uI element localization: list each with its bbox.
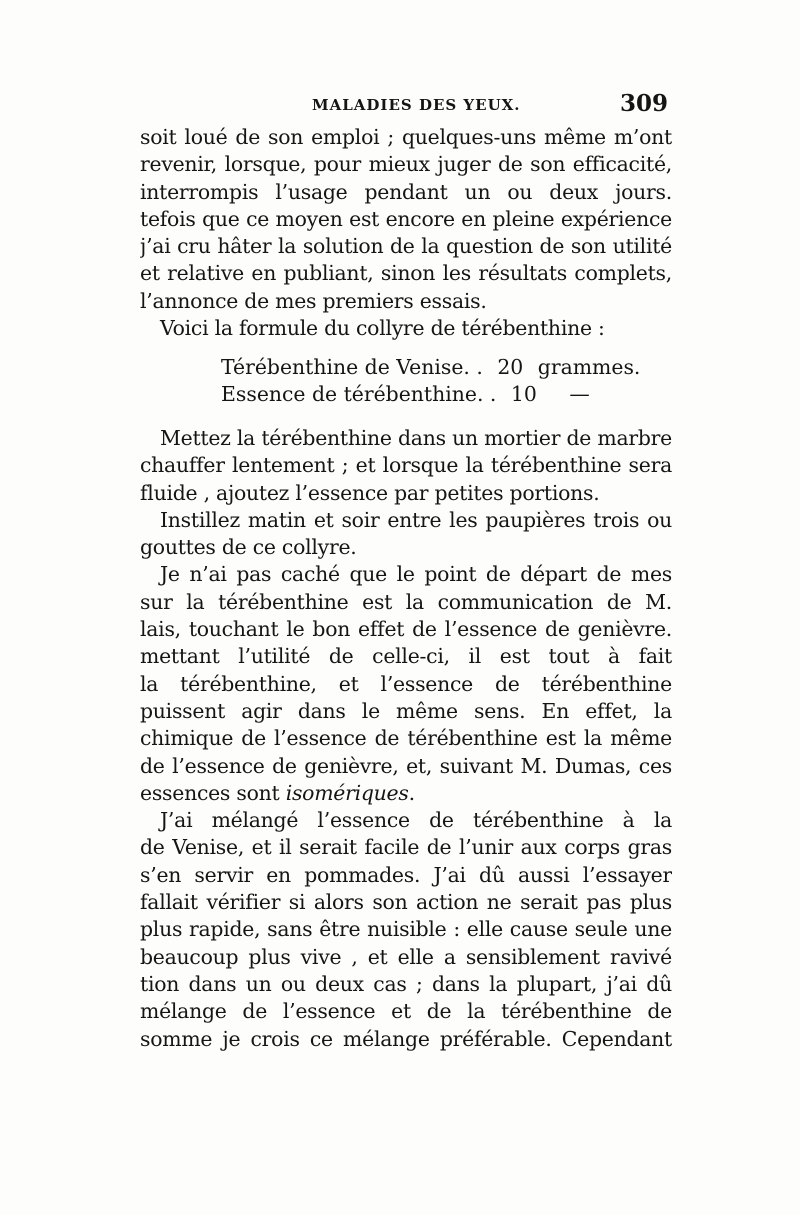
recipe-row bbox=[221, 381, 640, 408]
text-line: puissent agir dans le même sens. En effet, la bbox=[140, 698, 672, 723]
text-line: de Venise, et il serait facile de l’unir aux corps gras bbox=[140, 835, 672, 860]
recipe-ingredient: Essence de térébenthine. . bbox=[221, 382, 497, 406]
text-line: revenir, lorsque, pour mieux juger de son efficacité, bbox=[140, 152, 672, 177]
text-line: Mettez la térébenthine dans un mortier de marbre bbox=[160, 426, 672, 450]
text-line: somme je crois ce mélange préférable. Cependant bbox=[140, 1026, 672, 1051]
text-line: Instillez matin et soir entre les paupières trois ou bbox=[160, 507, 672, 532]
text-line: chauffer lentement ; et lorsque la térébenthine sera bbox=[140, 453, 672, 478]
recipe-quantity: 20 bbox=[497, 355, 524, 379]
text-line: s’en servir en pommades. J’ai dû aussi l’essayer bbox=[140, 862, 672, 887]
text-line: chimique de l’essence de térébenthine est la même bbox=[140, 726, 672, 751]
recipe-unit: grammes. bbox=[537, 355, 641, 379]
text-line: sur la térébenthine est la communication de M. bbox=[140, 589, 672, 614]
page-number: 309 bbox=[619, 90, 668, 117]
recipe-formula bbox=[221, 354, 640, 408]
paragraph-block-1 bbox=[140, 124, 672, 342]
text-line: fallait vérifier si alors son action ne serait pas plus bbox=[140, 890, 672, 915]
page-header bbox=[140, 90, 672, 126]
text-line: Je n’ai pas caché que le point de départ de mes bbox=[160, 562, 672, 587]
recipe-ingredient: Térébenthine de Venise. . bbox=[221, 355, 483, 379]
paragraph-block-2 bbox=[140, 425, 672, 1053]
text-span: essences sont bbox=[140, 780, 286, 805]
text-line: fluide , ajoutez l’essence par petites portions. bbox=[140, 480, 600, 505]
text-line: tion dans un ou deux cas ; dans la plupart, j’ai dû bbox=[140, 971, 672, 996]
text-line: mélange de l’essence et de la térébenthine de bbox=[140, 999, 672, 1024]
text-line: de l’essence de genièvre, et, suivant M. Dumas, ces bbox=[140, 753, 672, 778]
text-line bbox=[140, 780, 672, 807]
text-line: Voici la formule du collyre de térébenthine : bbox=[160, 316, 605, 341]
text-span: . bbox=[408, 780, 415, 805]
text-line: et relative en publiant, sinon les résultats complets, bbox=[140, 261, 672, 286]
text-line: tefois que ce moyen est encore en pleine expérience bbox=[140, 206, 672, 231]
text-line: lais, touchant le bon effet de l’essence de genièvre. bbox=[140, 617, 672, 642]
text-line: gouttes de ce collyre. bbox=[140, 535, 357, 560]
recipe-unit: — bbox=[569, 382, 590, 406]
text-line: soit loué de son emploi ; quelques-uns même m’ont bbox=[140, 125, 672, 149]
running-title: MALADIES DES YEUX. bbox=[312, 96, 521, 114]
text-line: plus rapide, sans être nuisible : elle cause seule une bbox=[140, 917, 672, 942]
text-line: l’annonce de mes premiers essais. bbox=[140, 288, 487, 313]
text-line: j’ai cru hâter la solution de la question de son utilité bbox=[140, 234, 672, 259]
text-line: la térébenthine, et l’essence de térébenthine bbox=[140, 671, 672, 696]
text-line: mettant l’utilité de celle-ci, il est tout à fait bbox=[140, 644, 672, 669]
text-line: beaucoup plus vive , et elle a sensiblement ravivé bbox=[140, 944, 672, 969]
recipe-row bbox=[221, 354, 640, 381]
recipe-quantity: 10 bbox=[510, 382, 537, 406]
text-line: J’ai mélangé l’essence de térébenthine à la bbox=[160, 808, 672, 833]
text-line: interrompis l’usage pendant un ou deux jours. bbox=[140, 179, 672, 204]
italic-term: isomériques bbox=[285, 780, 409, 805]
